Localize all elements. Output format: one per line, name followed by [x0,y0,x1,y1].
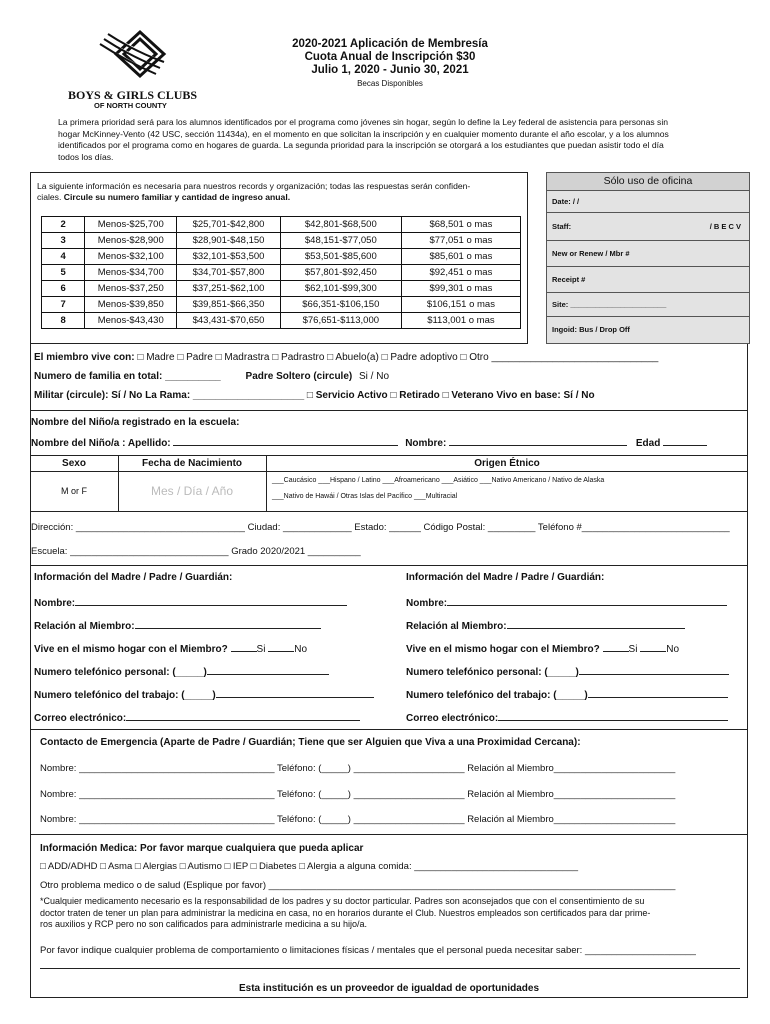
income-row[interactable] [42,313,521,329]
medical-options[interactable]: □ ADD/ADHD □ Asma □ Alergias □ Autismo □ IEP □ Diabetes □ Alergia a alguna comida: _______________________________ [40,861,579,872]
household-size-cell[interactable]: 8 [42,313,85,329]
medical-notice [40,896,745,931]
office-receipt: Receipt # [547,266,749,292]
guardian-phone-input[interactable] [207,665,329,675]
office-site: Site: _______________________ [547,292,749,316]
form-header [240,38,540,90]
emergency-row-2[interactable]: Nombre: _____________________________________ Teléfono: (_____) _____________________ Relación al Miembro_______________________ [40,789,676,800]
household-size-cell[interactable]: 5 [42,265,85,281]
living-with-options[interactable]: □ Madre □ Padre □ Madrastra □ Padrastro □ Abuelo(a) □ Padre adoptivo □ Otro ______________________________ [137,352,659,363]
guardian-name-input[interactable] [75,596,347,606]
income-range-cell[interactable]: $99,301 o mas [401,281,520,297]
intro-line: La primera prioridad será para los alumnos identificados por el programa como jóvenes sin hogar, según lo define la Ley federal de asistencia para personas sin [58,117,669,127]
office-staff-label: Staff: [552,222,572,231]
equal-opportunity-footer: Esta institución es un proveedor de igualdad de oportunidades [238,983,540,994]
income-range-cell[interactable]: $66,351-$106,150 [280,297,401,313]
guardian2-email-row [406,711,746,724]
income-range-cell[interactable]: $85,601 o mas [401,249,520,265]
income-row[interactable] [42,217,521,233]
office-ingoid: Ingoid: Bus / Drop Off [547,316,749,341]
income-range-cell[interactable]: $32,101-$53,500 [177,249,281,265]
grid-header-line [30,471,748,472]
income-row[interactable] [42,297,521,313]
dob-field[interactable]: Mes / Día / Año [150,484,234,498]
income-range-cell[interactable]: $43,431-$70,650 [177,313,281,329]
income-range-cell[interactable]: $68,501 o mas [401,217,520,233]
income-note-prefix: ciales. [37,192,64,202]
guardian-phone-row [34,665,394,678]
header-title: 2020-2021 Aplicación de Membresía [292,38,488,50]
guardian-right [406,572,746,724]
income-row[interactable] [42,281,521,297]
address-row[interactable]: Dirección: ________________________________ Ciudad: _____________ Estado: ______ Código Postal: _________ Teléfono #____________________________ [31,522,730,533]
income-range-cell[interactable]: Menos-$34,700 [85,265,177,281]
office-staff [547,212,749,240]
income-range-cell[interactable]: $76,651-$113,000 [280,313,401,329]
divider [30,834,748,835]
office-use-box [546,172,750,344]
same-home-yes-blank[interactable] [231,642,257,652]
guardian2-work-label: Numero telefónico del trabajo: (_____) [406,690,588,701]
guardian2-email-label: Correo electrónico: [406,713,499,724]
guardian2-title: Información del Madre / Padre / Guardián: [406,572,605,583]
income-range-cell[interactable]: $42,801-$68,500 [280,217,401,233]
guardian-same-home-label: Vive en el mismo hogar con el Miembro? [34,644,228,655]
same-home2-yes-blank[interactable] [603,642,629,652]
intro-line: identificados por el programa como en hogares de guarda. La segunda prioridad para la inscripción se otorgará a los estudiantes que puedan asistir todo el día [58,140,664,150]
intro-line: todos los días. [58,151,114,162]
divider [30,565,748,566]
logo [68,26,218,110]
same-home-yes-label: Si [256,644,266,655]
same-home-no-blank[interactable] [268,642,294,652]
income-row[interactable] [42,233,521,249]
office-title: Sólo uso de oficina [547,173,749,190]
behavior-answer-line[interactable] [40,960,740,969]
office-date: Date: / / [547,190,749,212]
intro-line: hogar McKinney-Vento (42 USC, sección 11434a), en el momento en que solicitan la inscripción y en cualquier momento durante el año escolar, y a los alumnos [58,128,669,139]
family-total-field[interactable]: Numero de familia en total: __________ [34,371,221,382]
medical-title: Información Medica: Por favor marque cualquiera que pueda aplicar [40,843,364,854]
same-home2-yes-label: Si [628,644,638,655]
guardian2-phone-input[interactable] [579,665,729,675]
guardian2-relation-label: Relación al Miembro: [406,621,507,632]
divider [30,729,748,730]
intro-paragraph [58,117,748,163]
guardian-email-row [34,711,394,724]
income-section [30,172,528,344]
guardian-title: Información del Madre / Padre / Guardián: [34,572,233,583]
income-table [41,216,521,329]
header-fee: Cuota Anual de Inscripción $30 [304,51,476,63]
office-staff-codes: / B E C V [709,222,741,231]
income-range-cell[interactable]: Menos-$28,900 [85,233,177,249]
income-range-cell[interactable]: Menos-$32,100 [85,249,177,265]
guardian2-relation-row [406,619,746,632]
same-home2-no-blank[interactable] [640,642,666,652]
military-row[interactable]: Militar (circule): Sí / No La Rama: ____________________ □ Servicio Activo □ Retirado □ Veterano Vivo en base: Sí / No [34,390,595,401]
guardian2-same-home-row [406,642,746,655]
origin-options-2[interactable]: ___Nativo de Hawái / Otras Islas del Pacífico ___Multiracial [272,493,458,500]
office-renew: New or Renew / Mbr # [547,240,749,266]
income-range-cell[interactable]: $53,501-$85,600 [280,249,401,265]
header-dates: Julio 1, 2020 - Junio 30, 2021 [311,64,469,76]
living-with-label: El miembro vive con: [34,352,135,363]
guardian-work-row [34,688,394,701]
household-size-cell[interactable]: 6 [42,281,85,297]
grid-bottom-line [30,511,748,512]
child-age-input[interactable] [663,435,707,446]
income-range-cell[interactable]: Menos-$37,250 [85,281,177,297]
club-diamond-logo-icon [68,26,218,86]
guardian2-email-input[interactable] [498,711,728,721]
medical-notice-line: ros auxilios y RCP pero no son calificados para administrarle medicina a su hijo/a. [40,919,367,929]
guardian-left [34,572,394,724]
origin-options-1[interactable]: ___Caucásico ___Hispano / Latino ___Afroamericano ___Asiático ___Nativo Americano / Nativo de Alaska [272,477,605,484]
guardian-relation-input[interactable] [135,619,321,629]
guardian-name-label: Nombre: [34,598,76,609]
child-firstname-input[interactable] [449,435,627,446]
guardian2-work-input[interactable] [588,688,728,698]
income-range-cell[interactable]: Menos-$43,430 [85,313,177,329]
guardian2-name-row [406,596,746,609]
guardian-name-row [34,596,394,609]
income-range-cell[interactable]: $39,851-$66,350 [177,297,281,313]
guardian-same-home-row [34,642,394,655]
guardian2-same-home-label: Vive en el mismo hogar con el Miembro? [406,644,600,655]
child-firstname-label: Nombre: [405,438,447,449]
guardian-phone-label: Numero telefónico personal: (_____) [34,667,207,678]
medical-notice-line: doctor traten de tener un plan para administrar la medicina en casa, no en horarios durante el Club. Nuestros empleados son certificados para dar prime- [40,907,651,918]
income-range-cell[interactable]: $48,151-$77,050 [280,233,401,249]
guardian2-phone-label: Numero telefónico personal: (_____) [406,667,579,678]
origin-header: Origen Étnico [474,458,540,469]
header-scholarships: Becas Disponibles [357,79,423,88]
child-age-label: Edad [635,438,661,449]
guardian2-relation-input[interactable] [507,619,685,629]
child-lastname-input[interactable] [173,435,398,446]
emergency-title: Contacto de Emergencia (Aparte de Padre / Guardián; Tiene que ser Alguien que Viva a una Proximidad Cercana): [40,737,581,748]
guardian-email-label: Correo electrónico: [34,713,127,724]
household-size-cell[interactable]: 3 [42,233,85,249]
guardian-relation-row [34,619,394,632]
child-name-row [31,435,745,449]
sex-field[interactable]: M or F [61,486,87,496]
same-home2-no-label: No [666,644,680,655]
emergency-row-3[interactable]: Nombre: _____________________________________ Teléfono: (_____) _____________________ Relación al Miembro_______________________ [40,814,676,825]
guardian2-name-label: Nombre: [406,598,448,609]
guardian2-phone-row [406,665,746,678]
income-note-line [37,192,527,203]
child-registered-label: Nombre del Niño/a registrado en la escuela: [31,417,240,428]
income-range-cell[interactable]: $57,801-$92,450 [280,265,401,281]
income-row[interactable] [42,249,521,265]
income-range-cell[interactable]: $37,251-$62,100 [177,281,281,297]
logo-subtitle: OF NORTH COUNTY [94,101,167,110]
single-parent-label: Padre Soltero (circule) [245,371,353,382]
sex-header: Sexo [62,458,86,469]
emergency-row-1[interactable]: Nombre: _____________________________________ Teléfono: (_____) _____________________ Relación al Miembro_______________________ [40,763,676,774]
family-row [34,371,389,382]
income-note-instruction: Circule su numero familiar y cantidad de ingreso anual. [63,192,291,202]
divider [30,410,748,411]
school-row[interactable]: Escuela: ______________________________ Grado 2020/2021 __________ [31,546,361,557]
income-range-cell[interactable]: $25,701-$42,800 [177,217,281,233]
income-range-cell[interactable]: Menos-$39,850 [85,297,177,313]
household-size-cell[interactable]: 4 [42,249,85,265]
household-size-cell[interactable]: 7 [42,297,85,313]
dob-header: Fecha de Nacimiento [141,458,243,469]
income-row[interactable] [42,265,521,281]
child-lastname-label: Nombre del Niño/a : Apellido: [31,438,171,449]
guardian-email-input[interactable] [126,711,360,721]
income-range-cell[interactable]: $77,051 o mas [401,233,520,249]
household-size-cell[interactable]: 2 [42,217,85,233]
single-parent-options[interactable]: Si / No [359,371,390,382]
grid-top-line [30,455,748,456]
income-note [37,181,527,203]
medical-other[interactable]: Otro problema medico o de salud (Esplique por favor) _____________________________________________________________________________ [40,880,676,891]
income-range-cell[interactable]: $113,001 o mas [401,313,520,329]
guardian2-work-row [406,688,746,701]
medical-notice-line: *Cualquier medicamento necesario es la responsabilidad de los padres y su doctor particular. Padres son aconsejados que con el consentimiento de su [40,896,645,906]
guardian-work-label: Numero telefónico del trabajo: (_____) [34,690,216,701]
demographics-grid [30,455,748,512]
same-home-no-label: No [294,644,308,655]
income-range-cell[interactable]: $92,451 o mas [401,265,520,281]
guardian2-name-input[interactable] [447,596,727,606]
income-range-cell[interactable]: $28,901-$48,150 [177,233,281,249]
income-note-line: La siguiente información es necesaria para nuestros records y organización; todas las respuestas serán confiden- [37,181,471,191]
income-range-cell[interactable]: $62,101-$99,300 [280,281,401,297]
income-range-cell[interactable]: $34,701-$57,800 [177,265,281,281]
income-range-cell[interactable]: $106,151 o mas [401,297,520,313]
guardian-work-input[interactable] [216,688,374,698]
income-range-cell[interactable]: Menos-$25,700 [85,217,177,233]
living-with-row [34,352,658,363]
behavior-question[interactable]: Por favor indique cualquier problema de comportamiento o limitaciones físicas / mentales que el personal pueda necesitar saber: _____________________ [40,945,696,956]
guardian-relation-label: Relación al Miembro: [34,621,135,632]
logo-name: BOYS & GIRLS CLUBS [68,88,198,102]
